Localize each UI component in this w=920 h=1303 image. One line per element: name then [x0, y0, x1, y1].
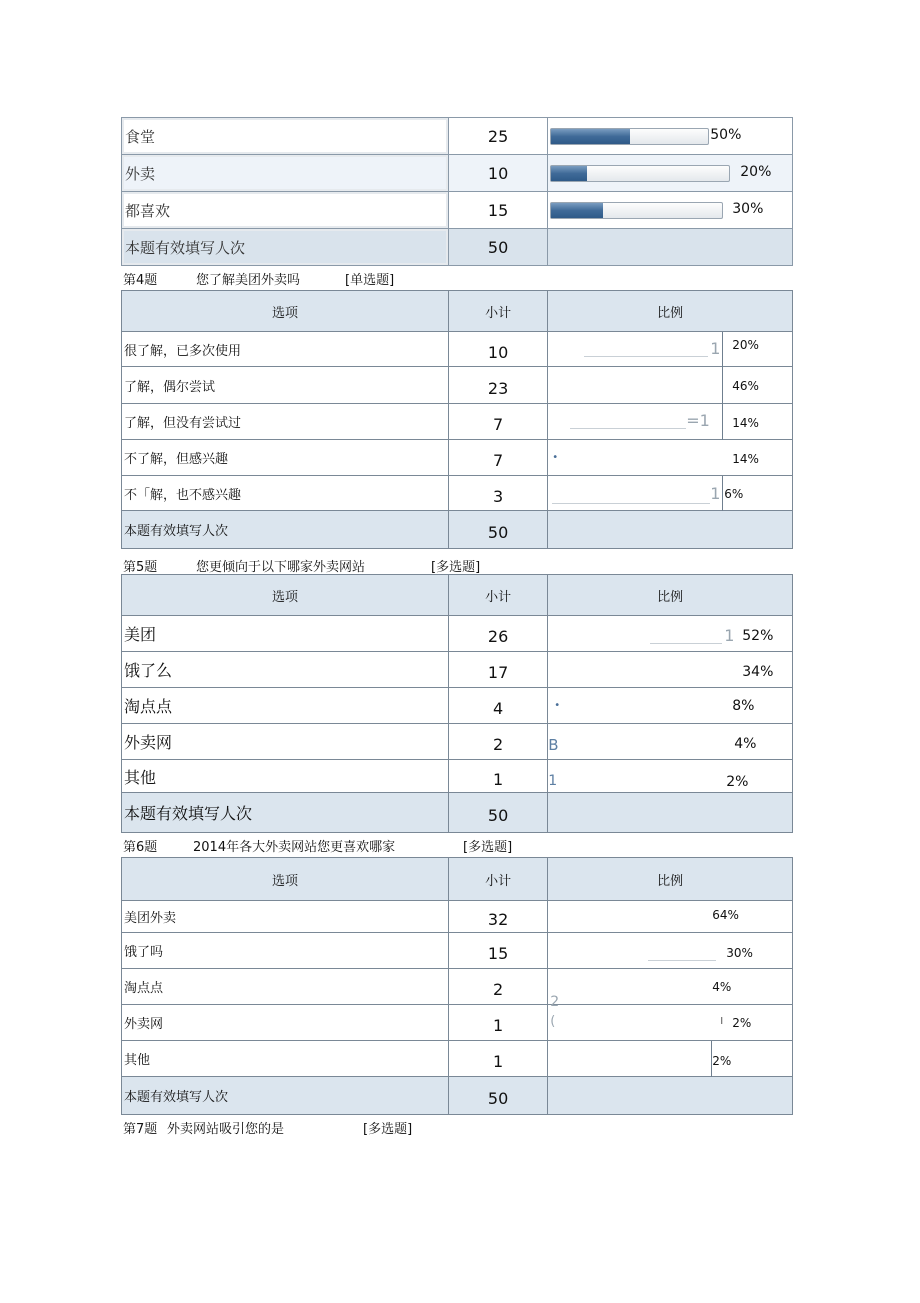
- header-option: 选项: [122, 858, 449, 901]
- percent-text: 2%: [712, 1054, 732, 1068]
- option-count: 1: [448, 1005, 547, 1041]
- progress-fill: [551, 166, 587, 181]
- ratio-cell: [548, 404, 793, 440]
- question-type: [单选题]: [345, 273, 395, 288]
- table-row: [122, 155, 793, 192]
- total-row: [122, 793, 793, 833]
- percent-text: 20%: [732, 338, 759, 352]
- percent-text: 4%: [734, 736, 757, 752]
- option-label: 都喜欢: [122, 192, 449, 229]
- option-count: 17: [448, 652, 547, 688]
- table-row: [122, 118, 793, 155]
- option-label: 饿了么: [122, 652, 449, 688]
- total-row: [122, 229, 793, 266]
- percent-text: 6%: [724, 487, 744, 501]
- option-label: 其他: [122, 1041, 449, 1077]
- ratio-cell: [548, 476, 793, 511]
- total-ratio-cell: [548, 1077, 793, 1115]
- option-label: 了解，偶尔尝试: [122, 367, 449, 404]
- ratio-cell: [548, 440, 793, 476]
- option-count: 2: [448, 969, 547, 1005]
- ratio-divider: [722, 367, 723, 404]
- percent-text: 64%: [712, 908, 739, 922]
- question-title: [123, 1118, 443, 1136]
- total-label: 本题有效填写人次: [122, 511, 449, 549]
- total-ratio-cell: [548, 511, 793, 549]
- ratio-cell: [548, 1005, 793, 1041]
- total-label: 本题有效填写人次: [122, 793, 449, 833]
- ratio-mark: 2: [550, 994, 560, 1010]
- progress-fill: [551, 129, 630, 144]
- question-text: 您了解美团外卖吗: [196, 273, 301, 288]
- table-row: [122, 616, 793, 652]
- progress-fill: [551, 203, 602, 218]
- option-label: 淘点点: [122, 688, 449, 724]
- ratio-cell: [548, 118, 793, 155]
- table-row: [122, 652, 793, 688]
- question-type: [多选题]: [431, 560, 481, 575]
- percent-text: 30%: [726, 946, 753, 960]
- ratio-cell: [548, 155, 793, 192]
- ratio-trace: [584, 356, 708, 357]
- question-type: [多选题]: [463, 840, 513, 855]
- total-row: [122, 1077, 793, 1115]
- percent-text: 2%: [726, 774, 749, 790]
- ratio-divider: [722, 404, 723, 440]
- option-count: 15: [448, 933, 547, 969]
- ratio-mark: (: [550, 1014, 556, 1029]
- ratio-cell: [548, 616, 793, 652]
- ratio-cell: [548, 688, 793, 724]
- table-row: [122, 192, 793, 229]
- option-count: 7: [448, 404, 547, 440]
- percent-text: 14%: [732, 416, 759, 430]
- question-number: 第5题: [123, 560, 158, 575]
- total-row: [122, 511, 793, 549]
- option-count: 7: [448, 440, 547, 476]
- option-count: 15: [448, 192, 547, 229]
- table-row: [122, 404, 793, 440]
- question-text: 您更倾向于以下哪家外卖网站: [196, 560, 366, 575]
- ratio-mark: •: [554, 700, 561, 711]
- ratio-mark: 1: [548, 773, 558, 789]
- header-ratio: 比例: [548, 575, 793, 616]
- option-label: 外卖网: [122, 1005, 449, 1041]
- option-label: 了解，但没有尝试过: [122, 404, 449, 440]
- table-header-row: [122, 291, 793, 332]
- ratio-cell: [548, 933, 793, 969]
- question-type: [多选题]: [363, 1122, 413, 1137]
- q4-result-table: [121, 290, 793, 549]
- option-label: 美团外卖: [122, 901, 449, 933]
- table-row: [122, 724, 793, 760]
- table-row: [122, 760, 793, 793]
- percent-text: 8%: [732, 698, 755, 714]
- question-text: 2014年各大外卖网站您更喜欢哪家: [193, 840, 396, 855]
- percent-text: 30%: [732, 201, 764, 217]
- table-header-row: [122, 575, 793, 616]
- progress-bar: [550, 128, 709, 145]
- ratio-mark: 1: [724, 626, 735, 645]
- total-ratio-cell: [548, 229, 793, 266]
- ratio-trace: [570, 428, 686, 429]
- table-row: [122, 476, 793, 511]
- option-count: 2: [448, 724, 547, 760]
- option-count: 23: [448, 367, 547, 404]
- total-label: 本题有效填写人次: [122, 229, 449, 266]
- question-title: [123, 269, 523, 287]
- ratio-cell: [548, 367, 793, 404]
- header-option: 选项: [122, 291, 449, 332]
- table-row: [122, 367, 793, 404]
- option-label: 食堂: [122, 118, 449, 155]
- option-count: 4: [448, 688, 547, 724]
- question-number: 第6题: [123, 840, 158, 855]
- option-count: 10: [448, 332, 547, 367]
- total-count: 50: [448, 511, 547, 549]
- header-count: 小计: [448, 291, 547, 332]
- q6-result-table: [121, 857, 793, 1115]
- progress-bar: [550, 202, 723, 219]
- percent-text: 2%: [732, 1016, 752, 1030]
- total-count: 50: [448, 1077, 547, 1115]
- option-count: 25: [448, 118, 547, 155]
- option-label: 很了解，已多次使用: [122, 332, 449, 367]
- option-count: 10: [448, 155, 547, 192]
- table-row: [122, 969, 793, 1005]
- option-label: 外卖网: [122, 724, 449, 760]
- ratio-cell: [548, 652, 793, 688]
- table-header-row: [122, 858, 793, 901]
- ratio-divider: [722, 332, 723, 367]
- table-row: [122, 933, 793, 969]
- question-number: 第4题: [123, 273, 158, 288]
- q5-result-table: [121, 574, 793, 833]
- ratio-mark: 1: [710, 339, 721, 358]
- percent-text: 34%: [742, 664, 774, 680]
- percent-text: 20%: [740, 164, 772, 180]
- option-count: 3: [448, 476, 547, 511]
- q3-result-table: [121, 117, 793, 266]
- ratio-trace: [648, 960, 716, 961]
- option-label: 不了解，但感兴趣: [122, 440, 449, 476]
- question-text: 外卖网站吸引您的是: [167, 1122, 285, 1137]
- total-label: 本题有效填写人次: [122, 1077, 449, 1115]
- header-count: 小计: [448, 575, 547, 616]
- option-count: 32: [448, 901, 547, 933]
- option-label: 饿了吗: [122, 933, 449, 969]
- table-row: [122, 1041, 793, 1077]
- ratio-trace: [650, 643, 722, 644]
- ratio-mark: •: [552, 452, 559, 463]
- total-count: 50: [448, 793, 547, 833]
- question-title: [123, 556, 543, 574]
- header-ratio: 比例: [548, 291, 793, 332]
- ratio-cell: [548, 969, 793, 1010]
- ratio-mark: I: [720, 1016, 724, 1027]
- option-label: 淘点点: [122, 969, 449, 1005]
- percent-text: 46%: [732, 379, 759, 393]
- option-label: 其他: [122, 760, 449, 793]
- question-number: 第7题: [123, 1122, 158, 1137]
- header-option: 选项: [122, 575, 449, 616]
- percent-text: 4%: [712, 980, 732, 994]
- ratio-mark: 1: [710, 484, 721, 503]
- ratio-cell: [548, 332, 793, 367]
- table-row: [122, 688, 793, 724]
- table-row: [122, 440, 793, 476]
- ratio-cell: [548, 724, 793, 760]
- percent-text: 14%: [732, 452, 759, 466]
- progress-bar: [550, 165, 730, 182]
- table-row: [122, 901, 793, 933]
- option-count: 1: [448, 1041, 547, 1077]
- ratio-mark: B: [548, 736, 559, 754]
- option-count: 26: [448, 616, 547, 652]
- table-row: [122, 1005, 793, 1041]
- table-row: [122, 332, 793, 367]
- ratio-trace: [552, 503, 710, 504]
- ratio-cell: [548, 901, 793, 933]
- ratio-divider: [722, 476, 723, 511]
- percent-text: 52%: [742, 628, 774, 644]
- ratio-mark: =1: [686, 411, 710, 430]
- option-count: 1: [448, 760, 547, 793]
- percent-text: 50%: [710, 127, 742, 143]
- option-label: 不「解，也不感兴趣: [122, 476, 449, 511]
- ratio-cell: [548, 1041, 793, 1077]
- ratio-cell: [548, 760, 793, 793]
- option-label: 外卖: [122, 155, 449, 192]
- header-ratio: 比例: [548, 858, 793, 901]
- header-count: 小计: [448, 858, 547, 901]
- total-ratio-cell: [548, 793, 793, 833]
- option-label: 美团: [122, 616, 449, 652]
- total-count: 50: [448, 229, 547, 266]
- ratio-cell: [548, 192, 793, 229]
- question-title: [123, 836, 553, 854]
